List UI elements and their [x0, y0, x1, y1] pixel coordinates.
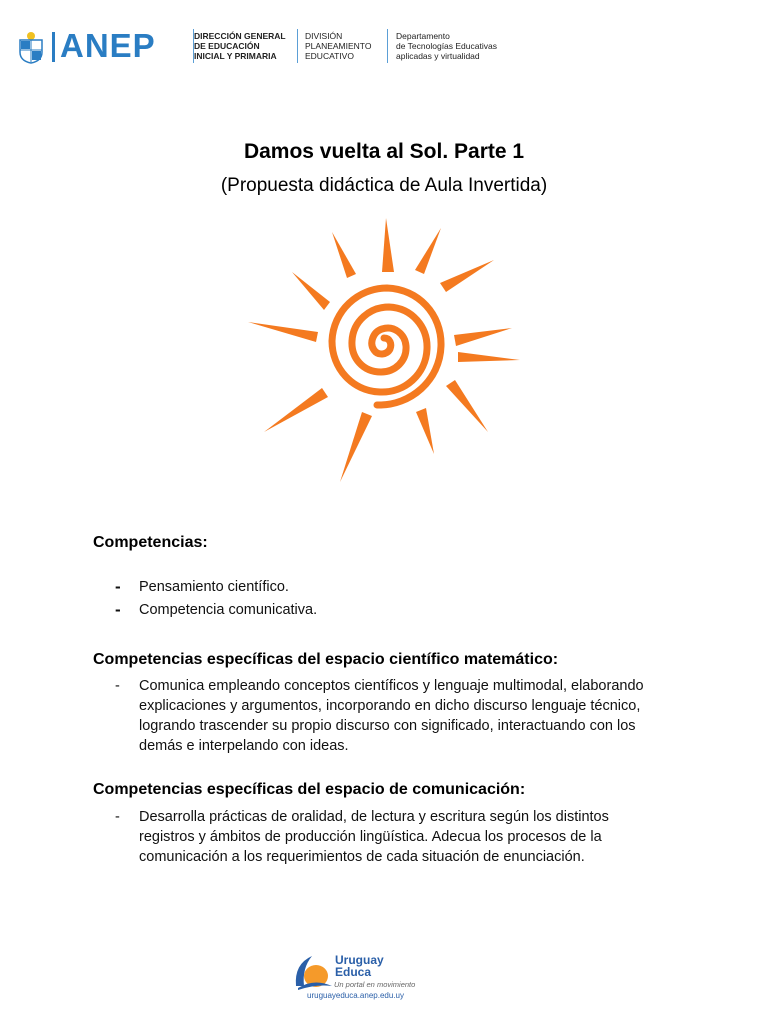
- header-block-line: PLANEAMIENTO: [305, 41, 372, 51]
- list-item-text: Competencia comunicativa.: [139, 602, 318, 618]
- uruguay-crest-icon: [16, 30, 46, 64]
- header: [16, 26, 536, 66]
- header-block-division: [305, 31, 371, 61]
- cientifico-list: [93, 676, 653, 756]
- comunicacion-list: [93, 807, 653, 867]
- header-block-direccion: [194, 31, 286, 61]
- wordmark-line: Uruguay: [335, 953, 384, 967]
- list-item: [93, 676, 653, 756]
- header-block-line: DE EDUCACIÓN: [194, 41, 260, 51]
- header-block-line: EDUCATIVO: [305, 51, 354, 61]
- page-subtitle: (Propuesta didáctica de Aula Invertida): [220, 175, 548, 196]
- dash-bullet: -: [115, 577, 121, 596]
- page-title: Damos vuelta al Sol. Parte 1: [243, 140, 525, 163]
- header-block-line: aplicadas y virtualidad: [396, 51, 480, 61]
- header-block-line: DIVISIÓN: [305, 31, 343, 41]
- dash-bullet: -: [115, 678, 120, 694]
- anep-brand: ANEP: [60, 27, 156, 64]
- header-block-line: de Tecnologías Educativas: [396, 41, 497, 51]
- sun-spiral-icon: [244, 210, 524, 490]
- header-bar: [52, 32, 55, 62]
- dash-bullet: -: [115, 600, 121, 619]
- header-block-line: INICIAL Y PRIMARIA: [194, 51, 277, 61]
- list-item: [93, 600, 653, 620]
- section-heading-comunicacion: Competencias específicas del espacio de comunicación:: [93, 781, 526, 798]
- section-heading-cientifico: Competencias específicas del espacio científico matemático:: [93, 651, 559, 668]
- header-divider: [297, 29, 298, 63]
- list-item-text: Comunica empleando conceptos científicos y lenguaje multimodal, elaborando explicaciones y argumentos, incorporando en dicho discurso lenguaje técnico, logrando trascender su propio discurso con significado, interactuando con los demás e interpelando con ideas.: [139, 678, 644, 754]
- wordmark-line: Educa: [335, 965, 372, 979]
- list-item-text: Pensamiento científico.: [139, 579, 289, 595]
- uruguay-educa-wordmark: [335, 954, 384, 978]
- section-heading-competencias: Competencias:: [93, 534, 208, 551]
- header-block-line: DIRECCIÓN GENERAL: [194, 31, 286, 41]
- header-block-line: Departamento: [396, 31, 450, 41]
- list-item: [93, 807, 653, 867]
- dash-bullet: -: [115, 809, 120, 825]
- footer-tagline: Un portal en movimiento: [334, 980, 416, 989]
- header-divider: [387, 29, 388, 63]
- list-item-text: Desarrolla prácticas de oralidad, de lectura y escritura según los distintos registros y ámbitos de producción lingüística. Adecua los procesos de la comunicación a los requerimientos de cada situación de enunciación.: [139, 809, 609, 865]
- header-block-departamento: [396, 31, 497, 61]
- list-item: [93, 577, 653, 597]
- footer-url-link[interactable]: uruguayeduca.anep.edu.uy: [307, 991, 404, 1000]
- competencias-list: [93, 577, 653, 623]
